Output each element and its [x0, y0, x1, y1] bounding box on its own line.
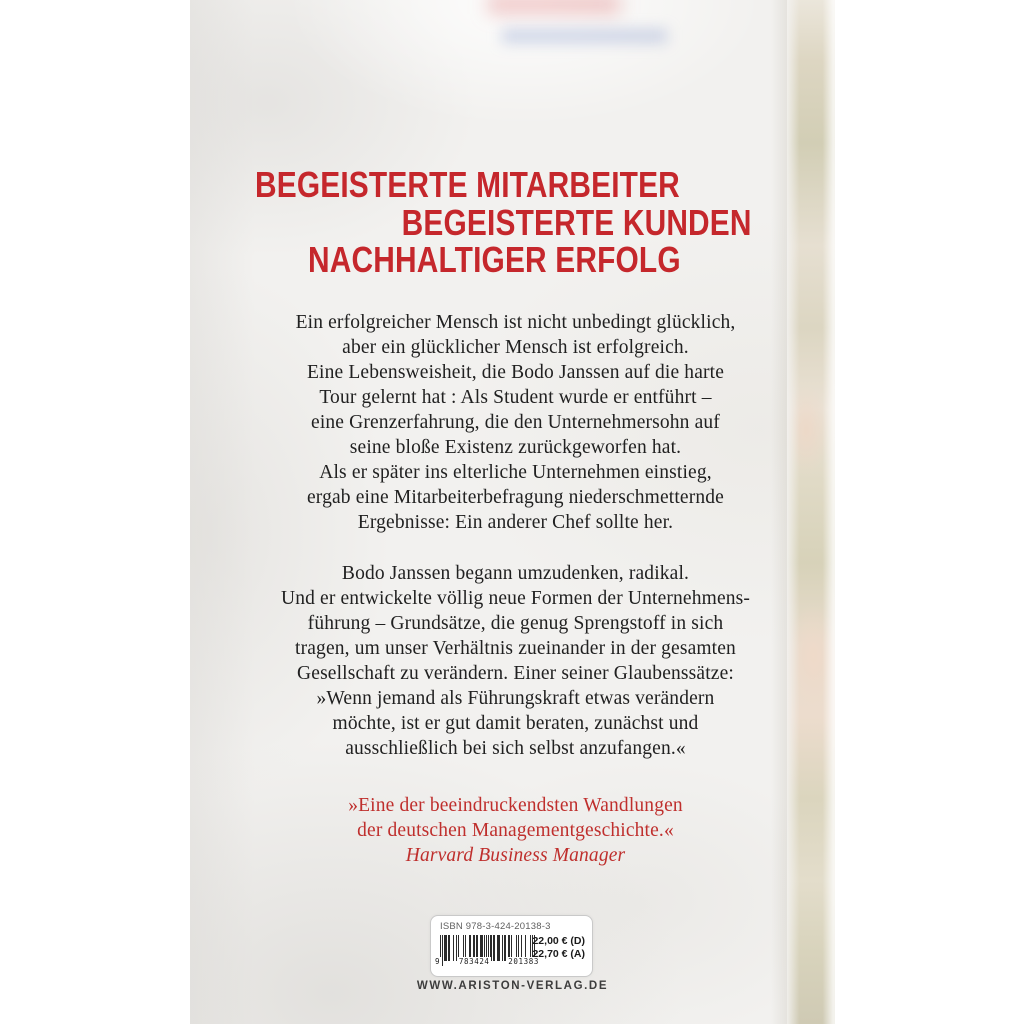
price-austria: 22,70 € (A): [532, 948, 585, 960]
ghost-reflection-blue: [502, 29, 667, 43]
blurb-line: Als er später ins elterliche Unternehmen einstieg,: [319, 462, 712, 483]
blurb-line: eine Grenzerfahrung, die den Unternehmersohn auf: [311, 412, 720, 433]
blurb-line: Und er entwickelte völlig neue Formen der Unternehmens-: [280, 588, 751, 609]
blurb-line: möchte, ist er gut damit beraten, zunächst und: [332, 713, 699, 734]
barcode-digits: [434, 957, 540, 966]
barcode-digit-group: 9: [435, 957, 441, 966]
blurb: [217, 310, 814, 868]
press-quote: [217, 793, 814, 868]
book-back-cover: [190, 0, 835, 1024]
blurb-line: »Wenn jemand als Führungskraft etwas verändern: [316, 688, 715, 709]
blurb-line: ausschließlich bei sich selbst anzufangen.«: [345, 738, 686, 759]
blurb-line: Eine Lebensweisheit, die Bodo Janssen auf die harte: [306, 362, 725, 383]
press-quote-line: »Eine der beeindruckendsten Wandlungen: [348, 795, 683, 816]
barcode-box: [430, 915, 593, 977]
blurb-line: Tour gelernt hat : Als Student wurde er entführt –: [319, 387, 712, 408]
blurb-line: Gesellschaft zu verändern. Einer seiner Glaubenssätze:: [297, 663, 734, 684]
barcode-digit-group: 783424: [458, 957, 490, 966]
headline-line-1: BEGEISTERTE MITARBEITER: [255, 164, 680, 205]
blurb-line: Ein erfolgreicher Mensch ist nicht unbedingt glücklich,: [295, 312, 736, 333]
press-quote-source: Harvard Business Manager: [405, 845, 626, 866]
barcode-digit-group: 201383: [508, 957, 539, 966]
headline-line-2: BEGEISTERTE KUNDEN: [402, 201, 752, 243]
isbn-label: ISBN 978-3-424-20138-3: [440, 921, 551, 932]
ghost-reflection-red: [488, 0, 620, 14]
blurb-paragraph-1: [217, 310, 814, 535]
blurb-line: aber ein glücklicher Mensch ist erfolgreich.: [342, 337, 689, 358]
blurb-line: tragen, um unser Verhältnis zueinander in der gesamten: [295, 638, 736, 659]
blurb-line: führung – Grundsätze, die genug Sprengstoff in sich: [307, 613, 724, 634]
barcode: [435, 935, 539, 973]
price-block: [532, 935, 585, 961]
price-germany: 22,00 € (D): [532, 935, 585, 947]
blurb-line: ergab eine Mitarbeiterbefragung niederschmetternde: [307, 487, 724, 508]
blurb-line: seine bloße Existenz zurückgeworfen hat.: [349, 437, 682, 458]
publisher-url: WWW.ARISTON-VERLAG.DE: [416, 980, 609, 992]
blurb-paragraph-2: [217, 561, 814, 761]
press-quote-line: der deutschen Managementgeschichte.«: [357, 820, 674, 841]
headline: [190, 166, 787, 279]
blurb-line: Bodo Janssen begann umzudenken, radikal.: [341, 563, 690, 584]
page-edge-texture: [787, 0, 835, 1024]
headline-line-3: NACHHALTIGER ERFOLG: [308, 239, 681, 280]
blurb-line: Ergebnisse: Ein anderer Chef sollte her.: [357, 512, 674, 533]
